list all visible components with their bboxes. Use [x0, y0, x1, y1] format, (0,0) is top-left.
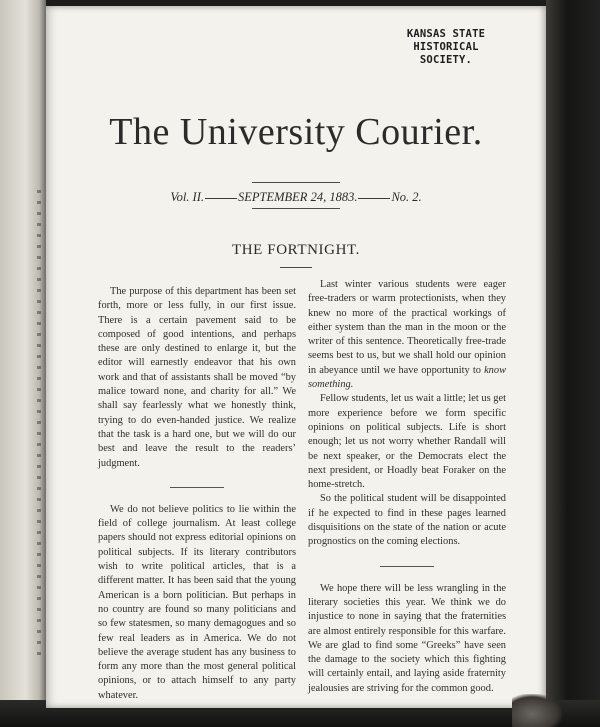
left-column: [98, 285, 296, 703]
column-separator: [170, 487, 224, 489]
emphasized-text: know something.: [308, 364, 506, 391]
article-paragraph: So the political student will be disappointed if he expected to find in these pages learned disquisitions on the state of the nation or acute prognostics on the coming elections.: [308, 493, 506, 548]
issue-date: SEPTEMBER 24, 1883.: [238, 190, 358, 204]
section-title: THE FORTNIGHT.: [231, 242, 361, 258]
article-paragraph: We hope there will be less wrangling in the literary societies this year. We think we do injustice to none in saying that the fraternities are almost entirely responsible for this warfare. We are glad to find some “Greeks” have seen the damage to the society which this fighting will certainly entail, and laying aside fraternity jealousies are striving for the common good.: [308, 582, 506, 694]
dateline: [46, 190, 546, 205]
article-paragraph: [308, 278, 506, 392]
paragraph-text: Last winter various students were eager free-traders or warm protectionists, when they knew no more of the practical workings of either system than the man in the moon or the writer of this sentence. Theoretically free-trade seems best to us, but we shall hold our opinion in abeyance until we have opportunity to: [308, 279, 506, 376]
dateline-dash: [205, 198, 237, 199]
binding-holes: [37, 190, 41, 660]
library-stamp: [386, 28, 506, 67]
newspaper-page: [46, 6, 546, 708]
book-cover-edge: [546, 0, 600, 727]
volume-number: Vol. II.: [170, 190, 205, 204]
dateline-rule-bottom: [252, 208, 340, 209]
dateline-dash: [358, 198, 390, 199]
issue-number: No. 2.: [391, 190, 422, 204]
article-paragraph: The purpose of this department has been set forth, more or less fully, in our first issue. There is a certain pavement said to be composed of good intentions, and perhaps these are only destined to enlarge it, but the editor will earnestly endeavor that his own work and that of assistants shall be moved “by malice toward none, and charity for all.” We shall say fearlessly what we honestly think, trying to do even-handed justice. We realize that the task is a hard one, but we will do our best and leave the result to the readers’ judgment.: [98, 286, 296, 469]
facing-page-edge: [0, 0, 46, 727]
article-paragraph: Fellow students, let us wait a little; let us get more experience before we form specific opinions on political subjects. Life is short enough; let us not worry whether Randall will be next speaker, or the Democrats elect the next president, or Hoadly beat Foraker on the home-stretch.: [308, 393, 506, 491]
right-column: [308, 278, 506, 696]
section-title-rule: [280, 267, 312, 268]
dateline-rule-top: [252, 182, 340, 183]
stamp-line-1: KANSAS STATE: [406, 28, 486, 40]
masthead-title: The University Courier.: [109, 111, 483, 153]
article-paragraph: We do not believe politics to lie within the field of college journalism. At least college papers should not express editorial opinions on political subjects. If its literary contributors wish to write political articles, that is a different matter. It has been said that the young American is a born politician. But perhaps in no country are found so many politicians and so few statesmen, so many demagogues and so few real leaders as in America. We do not believe the average student has any business to form any more than the most general political opinions, or to attach himself to any party whatever.: [98, 503, 296, 701]
scanner-thumb: [512, 694, 562, 727]
stamp-line-2: HISTORICAL SOCIETY.: [413, 41, 479, 66]
column-separator: [380, 566, 434, 568]
